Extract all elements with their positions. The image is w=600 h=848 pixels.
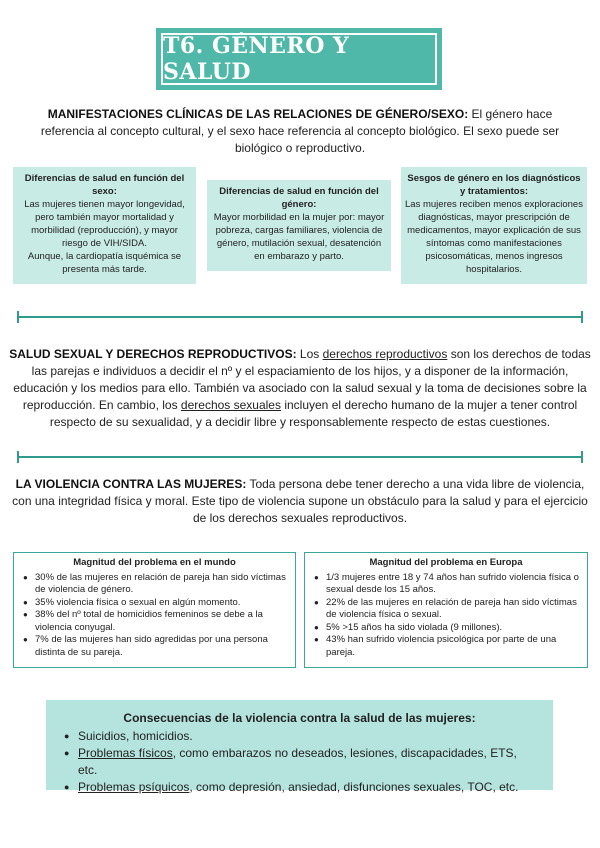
problemas-fisicos-link: Problemas físicos <box>78 746 173 760</box>
card-genero-body: Mayor morbilidad en la mujer por: mayor pobreza, cargas familiares, violencia de género, mutilación sexual, desatención en embarazo y parto. <box>213 212 385 262</box>
title-frame <box>161 33 437 85</box>
magnitud-europa-heading: Magnitud del problema en Europa <box>369 557 523 568</box>
list-item <box>62 745 537 779</box>
manifestaciones-text: El género hace referencia al concepto cultural, y el sexo hace referencia al concepto biológico. El sexo puede ser biológico o reproductivo. <box>40 107 560 155</box>
card-sesgos-heading: Sesgos de género en los diagnósticos y tratamientos: <box>407 173 581 197</box>
card-genero <box>207 180 391 271</box>
manifestaciones-paragraph <box>20 106 580 157</box>
salud-sexual-t2: son los derechos de todas las parejas e individuos a decidir el nº y el espaciamiento de los hijos, y a disponer de la información, educación y los medios para ello. También va asociado con la salud sexual y la toma de decisiones sobre la reproducción. En cambio, los <box>13 347 591 412</box>
violencia-heading: LA VIOLENCIA CONTRA LAS MUJERES: <box>15 477 247 491</box>
magnitud-europa-box <box>304 552 588 668</box>
consecuencias-item-2-text: , como embarazos no deseados, lesiones, discapacidades, ETS, etc. <box>78 746 517 777</box>
card-sexo-heading: Diferencias de salud en función del sexo: <box>24 173 185 197</box>
consecuencias-list <box>62 728 537 796</box>
salud-sexual-t3: incluyen el derecho humano de la mujer a tener control respecto de su sexualidad, y a decidir libre y responsablemente respecto de estas cuestiones. <box>49 398 578 429</box>
card-sexo-body2: Aunque, la cardiopatía isquémica se presenta más tarde. <box>27 251 182 275</box>
list-item <box>62 728 537 745</box>
consecuencias-item-3-text: , como depresión, ansiedad, disfunciones sexuales, TOC, etc. <box>189 780 519 794</box>
card-sesgos <box>401 167 587 284</box>
salud-sexual-t1: Los <box>299 347 320 361</box>
problemas-psiquicos-link: Problemas psíquicos <box>78 780 190 794</box>
magnitud-europa-list <box>313 572 579 660</box>
salud-sexual-heading: SALUD SEXUAL Y DERECHOS REPRODUCTIVOS: <box>9 347 297 361</box>
derechos-sexuales-link: derechos sexuales <box>180 398 281 412</box>
list-item: ● 35% violencia física o sexual en algún momento. <box>22 597 287 610</box>
list-item: ● 7% de las mujeres han sido agredidas por una persona distinta de su pareja. <box>22 634 287 659</box>
manifestaciones-heading: MANIFESTACIONES CLÍNICAS DE LAS RELACIONES DE GÉNERO/SEXO: <box>47 107 469 121</box>
consecuencias-box <box>46 700 553 794</box>
list-item: ● 22% de las mujeres en relación de pareja han sido víctimas de violencia física o sexual. <box>313 597 579 622</box>
divider-2 <box>17 456 583 458</box>
list-item: ● 5% >15 años ha sido violada (9 millones). <box>313 622 579 635</box>
magnitud-mundo-box <box>13 552 296 668</box>
consecuencias-item-1: Suicidios, homicidios. <box>78 729 193 743</box>
magnitud-mundo-heading: Magnitud del problema en el mundo <box>73 557 236 568</box>
list-item: ● 43% han sufrido violencia psicológica por parte de una pareja. <box>313 634 579 659</box>
derechos-reproductivos-link: derechos reproductivos <box>322 347 448 361</box>
title-banner <box>156 28 442 90</box>
violencia-text: Toda persona debe tener derecho a una vida libre de violencia, con una integridad física y moral. Este tipo de violencia supone un obstáculo para la salud y para el ejercicio de los derechos sexuales reproductivos. <box>12 477 588 525</box>
list-item: ● 1/3 mujeres entre 18 y 74 años han sufrido violencia física o sexual desde los 15 años. <box>313 572 579 597</box>
violencia-paragraph <box>10 476 590 527</box>
divider-1 <box>17 316 583 318</box>
consecuencias-heading: Consecuencias de la violencia contra la salud de las mujeres: <box>123 711 476 725</box>
list-item: ● 38% del nº total de homicidios femeninos se debe a la violencia conyugal. <box>22 609 287 634</box>
page-title: T6. GÉNERO Y SALUD <box>163 33 350 85</box>
card-sexo-body: Las mujeres tienen mayor longevidad, pero también mayor mortalidad y morbilidad (reproducción), y mayor riesgo de VIH/SIDA. <box>24 199 185 249</box>
card-sexo <box>13 167 196 284</box>
card-sesgos-body: Las mujeres reciben menos exploraciones diagnósticas, mayor prescripción de medicamentos, mayor explicación de sus síntomas como manifestaciones psicosomáticas, menos ingresos hospitalarios. <box>405 199 583 275</box>
list-item: ● 30% de las mujeres en relación de pareja han sido víctimas de violencia de género. <box>22 572 287 597</box>
magnitud-mundo-list <box>22 572 287 660</box>
card-genero-heading: Diferencias de salud en función del género: <box>219 186 379 210</box>
salud-sexual-paragraph <box>8 346 592 431</box>
list-item <box>62 779 537 796</box>
